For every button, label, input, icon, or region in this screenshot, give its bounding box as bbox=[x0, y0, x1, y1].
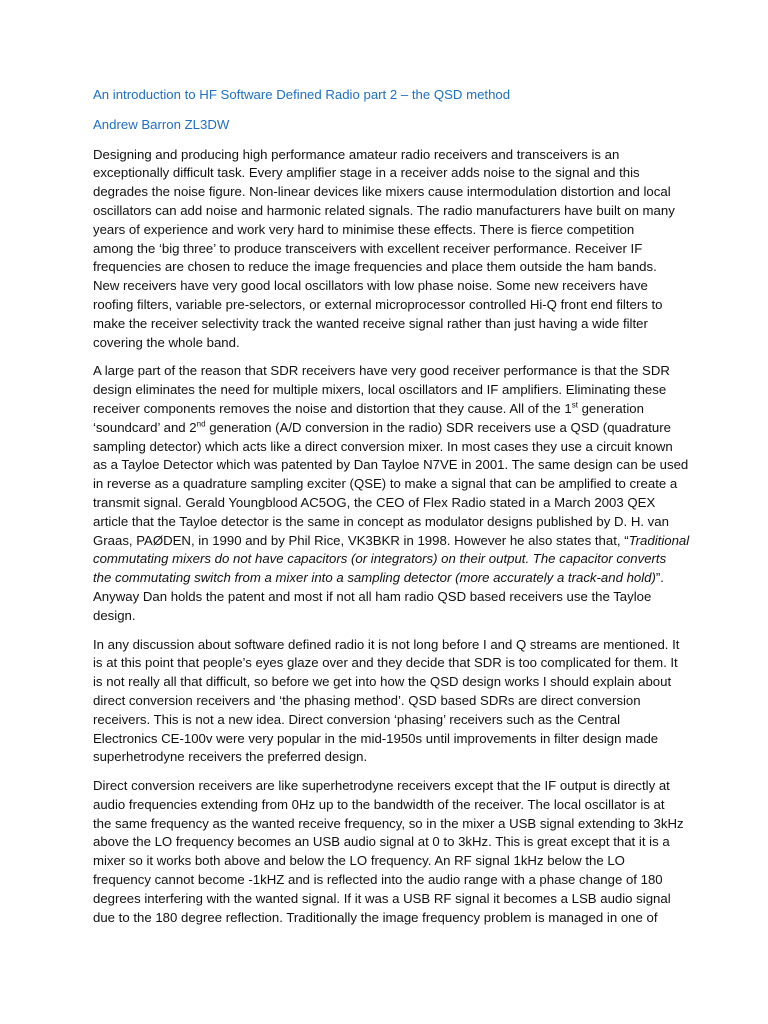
paragraph-4 bbox=[93, 777, 683, 927]
paragraph-line: In any discussion about software defined radio it is not long before I and Q streams are mentioned. It bbox=[93, 636, 680, 652]
paragraph-line: sampling detector) which acts like a direct conversion mixer. In most cases they use a circuit known bbox=[93, 438, 673, 454]
text-run: generation bbox=[577, 400, 644, 416]
paragraph-line: Electronics CE-100v were very popular in the mid-1950s until improvements in filter design made bbox=[93, 730, 659, 746]
paragraph-line: make the receiver selectivity track the wanted receive signal rather than just having a wide filter bbox=[93, 315, 648, 331]
paragraph-line: the same frequency as the wanted receive frequency, so in the mixer a USB signal extending to 3kHz bbox=[93, 815, 684, 831]
paragraph-line: Designing and producing high performance amateur radio receivers and transceivers is an bbox=[93, 146, 620, 162]
paragraph-line: oscillators can add noise and harmonic related signals. The radio manufacturers have built on many bbox=[93, 202, 675, 218]
text-run: Graas, PAØDEN, in 1990 and by Phil Rice, VK3BKR in 1998. However he also states that, “ bbox=[93, 532, 629, 548]
paragraph-line: frequencies are chosen to reduce the image frequencies and place them outside the ham bands. bbox=[93, 259, 657, 275]
paragraph-line bbox=[93, 532, 690, 551]
paragraph-line: direct conversion receivers and ‘the phasing method’. QSD based SDRs are direct conversion bbox=[93, 692, 641, 708]
paragraph-line bbox=[93, 569, 683, 588]
paragraph-line: receivers. This is not a new idea. Direct conversion ‘phasing’ receivers such as the Central bbox=[93, 711, 621, 727]
paragraph-line bbox=[93, 550, 683, 569]
quote-italic: Traditional bbox=[628, 532, 690, 548]
paragraph-line: Anyway Dan holds the patent and most if not all ham radio QSD based receivers use the Tayloe bbox=[93, 588, 652, 604]
paragraph-2 bbox=[93, 362, 690, 625]
paragraph-line: among the ‘big three’ to produce transceivers with excellent receiver performance. Receiver IF bbox=[93, 240, 643, 256]
paragraph-line: due to the 180 degree reflection. Traditionally the image frequency problem is managed in one of bbox=[93, 909, 658, 925]
paragraph-line bbox=[93, 419, 683, 438]
paragraph-line: transmit signal. Gerald Youngblood AC5OG, the CEO of Flex Radio stated in a March 2003 QEX bbox=[93, 494, 656, 510]
text-run: receiver components removes the noise and distortion that they cause. All of the 1 bbox=[93, 400, 572, 416]
paragraph-line: degrades the noise figure. Non-linear devices like mixers cause intermodulation distortion and local bbox=[93, 184, 671, 200]
paragraph-line: above the LO frequency becomes an USB audio signal at 0 to 3kHz. This is great except that it is a bbox=[93, 834, 670, 850]
document-title: An introduction to HF Software Defined Radio part 2 – the QSD method bbox=[93, 87, 511, 102]
paragraph-line bbox=[93, 400, 683, 419]
paragraph-line: exceptionally difficult task. Every amplifier stage in a receiver adds noise to the signal and this bbox=[93, 165, 640, 181]
text-run: ”. bbox=[655, 570, 664, 586]
paragraph-line: in reverse as a quadrature sampling exciter (QSE) to make a signal that can be amplified to create a bbox=[93, 476, 678, 492]
paragraph-line: years of experience and work very hard to minimise these effects. There is fierce competition bbox=[93, 221, 635, 237]
paragraph-line: degrees interfering with the wanted signal. If it was a USB RF signal it becomes a LSB audio signal bbox=[93, 890, 671, 906]
paragraph-line: superhetrodyne receivers the preferred design. bbox=[93, 749, 368, 765]
paragraph-line: Direct conversion receivers are like superhetrodyne receivers except that the IF output is directly at bbox=[93, 778, 670, 794]
document-author: Andrew Barron ZL3DW bbox=[93, 116, 230, 132]
superscript: st bbox=[571, 400, 578, 410]
paragraph-line: New receivers have very good local oscillators with low phase noise. Some new receivers have bbox=[93, 278, 648, 294]
paragraph-line: audio frequencies extending from 0Hz up to the bandwidth of the receiver. The local oscillator is at bbox=[93, 796, 665, 812]
paragraph-line: article that the Tayloe detector is the same in concept as modulator designs published by D. H. van bbox=[93, 513, 669, 529]
paragraph-line: frequency cannot become -1kHZ and is reflected into the audio range with a phase change of 180 bbox=[93, 872, 663, 888]
quote-italic: the commutating switch from a mixer into a sampling detector (more accurately a track-and hold) bbox=[93, 570, 656, 586]
paragraph-line: as a Tayloe Detector which was patented by Dan Tayloe N7VE in 2001. The same design can be used bbox=[93, 457, 689, 473]
quote-italic: commutating mixers do not have capacitors (or integrators) on their output. The capacitor converts bbox=[93, 551, 667, 567]
paragraph-3 bbox=[93, 636, 683, 768]
paragraph-line: is not really all that difficult, so before we get into how the QSD design works I should explain about bbox=[93, 674, 672, 690]
paragraph-line: roofing filters, variable pre-selectors, or external microprocessor controlled Hi-Q front end filters to bbox=[93, 296, 663, 312]
document-page bbox=[93, 86, 690, 937]
paragraph-line: mixer so it works both above and below the LO frequency. An RF signal 1kHz below the LO bbox=[93, 853, 625, 869]
paragraph-line: is at this point that people’s eyes glaze over and they decide that SDR is too complicated for them. It bbox=[93, 655, 678, 671]
paragraph-line: design. bbox=[93, 607, 136, 623]
text-run: generation (A/D conversion in the radio) SDR receivers use a QSD (quadrature bbox=[205, 419, 671, 435]
paragraph-line: A large part of the reason that SDR receivers have very good receiver performance is that the SDR bbox=[93, 363, 670, 379]
paragraph-line: covering the whole band. bbox=[93, 334, 240, 350]
superscript: nd bbox=[196, 419, 206, 429]
paragraph-line: design eliminates the need for multiple mixers, local oscillators and IF amplifiers. Eliminating these bbox=[93, 382, 667, 398]
text-run: ‘soundcard’ and 2 bbox=[93, 419, 197, 435]
paragraph-1 bbox=[93, 146, 683, 353]
